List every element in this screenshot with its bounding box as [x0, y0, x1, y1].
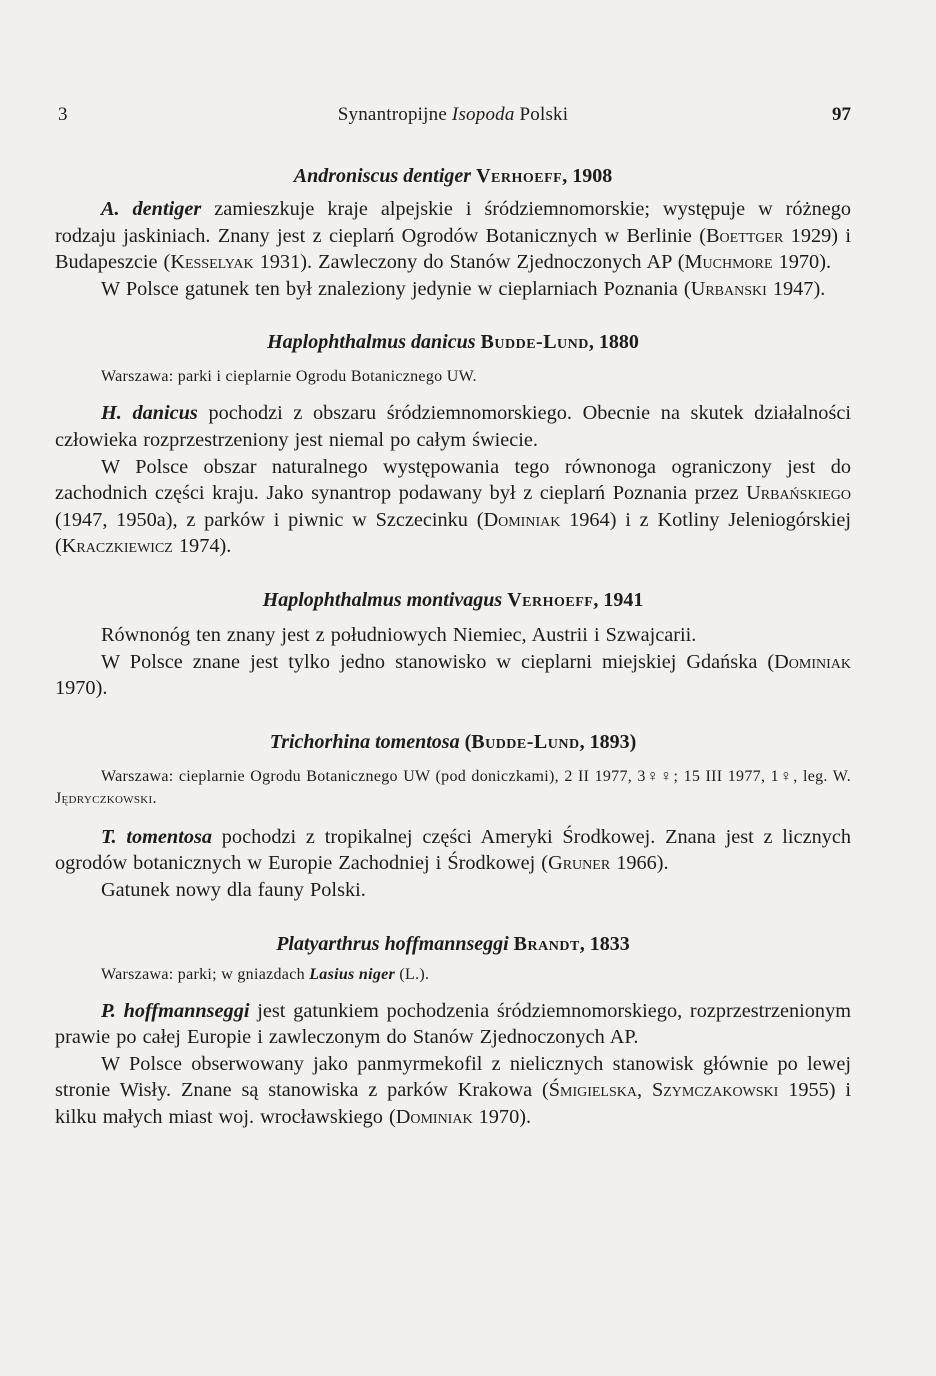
author-citation: Urbańskiego	[746, 482, 851, 505]
text-run: 1974).	[172, 535, 232, 558]
text-run: (1947, 1950a), z parków i piwnic w Szczecinku (	[55, 508, 484, 531]
paragraph	[55, 276, 851, 303]
species-author: Budde-Lund	[471, 730, 580, 753]
text-run: W Polsce znane jest tylko jedno stanowisko w cieplarni miejskiej Gdańska (	[101, 650, 775, 673]
paragraph	[55, 824, 851, 877]
species-author-pre: (	[459, 730, 472, 753]
author-citation: Dominiak	[483, 508, 561, 531]
species-year: , 1880	[588, 331, 639, 354]
species-latin: Androniscus dentiger	[293, 165, 472, 187]
paragraph	[55, 622, 851, 649]
running-title-post: Polski	[514, 104, 569, 125]
paragraph	[55, 877, 851, 904]
section-number: 3	[58, 104, 68, 125]
species-author: Verhoeff	[476, 165, 563, 187]
text-run: W Polsce obserwowany jako panmyrmekofil z nielicznych stanowisk głównie po lewej stronie Wisły. Znane są stanowiska z parków Krakowa (	[55, 1052, 851, 1102]
species-abbr: H. danicus	[101, 402, 198, 425]
text-run: 1970).	[472, 1105, 532, 1128]
species-author: Verhoeff	[507, 588, 594, 611]
paragraph	[55, 400, 851, 453]
running-title-italic: Isopoda	[451, 104, 515, 125]
species-author: Brandt	[513, 932, 580, 955]
page-content	[55, 104, 851, 1130]
text-run: pochodzi z obszaru śródziemnomorskiego. Obecnie na skutek działalności człowieka rozprzestrzeniony jest niemal po całym świecie.	[55, 402, 851, 451]
text-run: 1931). Zawleczony do Stanów Zjednoczonych AP (	[253, 251, 685, 274]
page-number: 97	[832, 104, 851, 125]
species-year: , 1833	[579, 932, 630, 955]
author-citation: Boettger	[706, 224, 784, 247]
paragraph	[55, 649, 851, 702]
running-title	[55, 104, 851, 126]
species-year: , 1908	[562, 165, 613, 187]
paragraph	[55, 998, 851, 1051]
text-run: 1970).	[55, 677, 108, 700]
author-citation: Kraczkiewicz	[61, 535, 173, 558]
species-heading	[55, 162, 851, 190]
host-species: Lasius niger	[309, 965, 396, 983]
locality-record	[55, 964, 851, 986]
author-citation: Muchmore	[684, 251, 773, 274]
species-latin: Haplophthalmus danicus	[267, 331, 476, 354]
text-run: jest gatunkiem pochodzenia śródziemnomorskiego, rozprzestrzenionym prawie po całej Europie i zawleczonym do Stanów Zjednoczonych AP.	[55, 999, 851, 1049]
paragraph	[55, 1051, 851, 1131]
species-year: , 1893)	[579, 730, 637, 753]
text-run: ,	[637, 1079, 652, 1102]
species-heading	[55, 328, 851, 356]
text-run: 1929) i Budapeszcie (	[55, 224, 851, 274]
author-citation: Dominiak	[395, 1105, 473, 1128]
species-abbr: T. tomentosa	[101, 825, 213, 848]
text-run: 1970).	[772, 251, 832, 274]
species-author: Budde-Lund	[480, 331, 589, 354]
text-run: 1964) i z Kotliny Jeleniogórskiej (	[55, 508, 851, 558]
locality-record: Warszawa: parki i cieplarnie Ogrodu Botanicznego UW.	[101, 368, 477, 386]
species-abbr: A. dentiger	[101, 198, 202, 220]
text-run: Warszawa: cieplarnie Ogrodu Botanicznego UW (pod doniczkami), 2 II 1977, 3♀♀; 15 III 1977, 1♀, leg. W.	[101, 767, 851, 785]
author-citation: Kesselyak	[170, 251, 254, 274]
species-latin: Platyarthrus hoffmannseggi	[276, 932, 509, 955]
text-run: Gatunek nowy dla fauny Polski.	[101, 878, 366, 901]
collector-name: Jędryczkowski	[55, 789, 153, 807]
species-year: , 1941	[593, 588, 644, 611]
paragraph	[55, 196, 851, 276]
species-heading	[55, 728, 851, 756]
author-citation: Gruner	[548, 852, 611, 875]
text-run: 1966).	[610, 852, 669, 875]
text-run: .	[152, 789, 157, 807]
text-run: Warszawa: parki; w gniazdach	[101, 965, 310, 983]
text-run: 1955) i kilku małych miast woj. wrocławskiego (	[55, 1079, 852, 1128]
paragraph	[55, 454, 851, 560]
author-citation: Śmigielska	[548, 1079, 637, 1102]
species-latin: Haplophthalmus montivagus	[262, 588, 503, 611]
locality-record	[55, 766, 851, 810]
text-run: (L.).	[395, 965, 430, 983]
species-abbr: P. hoffmannseggi	[101, 999, 250, 1022]
species-latin: Trichorhina tomentosa	[269, 730, 460, 753]
running-title-pre: Synantropijne	[337, 104, 452, 125]
text-run: pochodzi z tropikalnej części Ameryki Środkowej. Znana jest z licznych ogrodów botanicznych w Europie Zachodniej i Środkowej (	[55, 825, 851, 875]
running-head	[55, 104, 851, 138]
species-heading	[55, 930, 851, 958]
author-citation: Dominiak	[774, 650, 851, 673]
author-citation: Szymczakowski	[651, 1079, 779, 1102]
author-citation: Urbanski	[690, 277, 767, 300]
text-run: zamieszkuje kraje alpejskie i śródziemnomorskie; występuje w różnego rodzaju jaskiniach. Znany jest z cieplarń Ogrodów Botanicznych w Berlinie (	[55, 198, 851, 247]
text-run: 1947).	[766, 277, 826, 300]
text-run: W Polsce gatunek ten był znaleziony jedynie w cieplarniach Poznania (	[101, 277, 691, 300]
text-run: Równonóg ten znany jest z południowych Niemiec, Austrii i Szwajcarii.	[101, 623, 697, 646]
species-heading	[55, 586, 851, 614]
text-run: W Polsce obszar naturalnego występowania tego równonoga ograniczony jest do zachodnich części kraju. Jako synantrop podawany był z cieplarń Poznania przez	[55, 455, 851, 505]
